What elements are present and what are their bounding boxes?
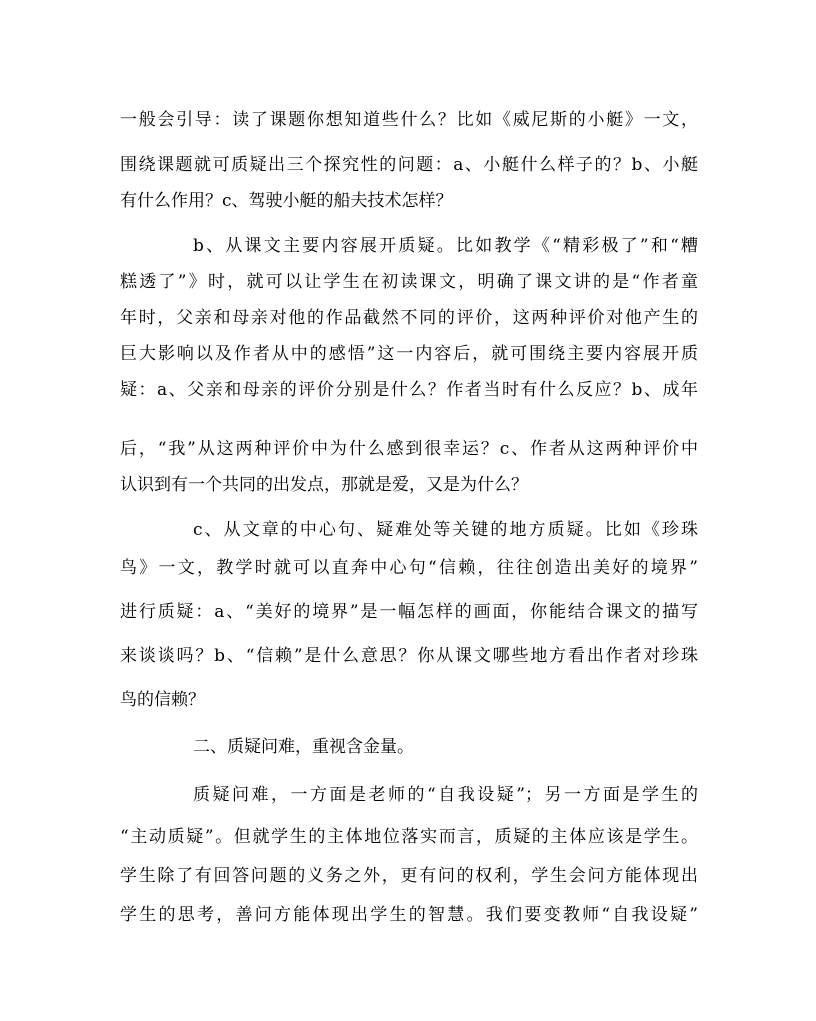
text-line: 学生除了有回答问题的义务之外，更有问的权利，学生会问方能体现出 (120, 866, 698, 886)
text-line: 疑：a、父亲和母亲的评价分别是什么？作者当时有什么反应？b、成年 (120, 380, 698, 400)
text-line: 巨大影响以及作者从中的感悟”这一内容后，就可围绕主要内容展开质 (120, 344, 698, 364)
text-line: 进行质疑：a、“美好的境界”是一幅怎样的画面，你能结合课文的描写 (120, 602, 698, 622)
text-line: 鸟》一文，教学时就可以直奔中心句“信赖，往往创造出美好的境界” (120, 558, 698, 578)
text-line: 糕透了”》时，就可以让学生在初读课文，明确了课文讲的是“作者童 (120, 272, 698, 292)
text-line: 认识到有一个共同的出发点，那就是爱，又是为什么？ (120, 475, 528, 495)
text-line: 围绕课题就可质疑出三个探究性的问题：a、小艇什么样子的？b、小艇 (120, 155, 698, 175)
section-heading: 二、质疑问难，重视含金量。 (193, 737, 414, 757)
text-line: 质疑问难，一方面是老师的“自我设疑”；另一方面是学生的 (193, 785, 698, 805)
text-line: 后，“我”从这两种评价中为什么感到很幸运？c、作者从这两种评价中 (120, 439, 698, 459)
paragraph-heading-b: b、从课文主要内容展开质疑。比如教学《“精彩极了”和“糟 (193, 236, 698, 256)
text-line: 学生的思考，善问方能体现出学生的智慧。我们要变教师“自我设疑” (120, 905, 698, 925)
text-line: 一般会引导：读了课题你想知道些什么？比如《威尼斯的小艇》一文， (120, 110, 698, 130)
text-line: 年时，父亲和母亲对他的作品截然不同的评价，这两种评价对他产生的 (120, 308, 698, 328)
text-line: 来谈谈吗？b、“信赖”是什么意思？你从课文哪些地方看出作者对珍珠 (120, 646, 698, 666)
text-line: “主动质疑”。但就学生的主体地位落实而言，质疑的主体应该是学生。 (120, 827, 698, 847)
text-line: 鸟的信赖？ (120, 690, 205, 710)
paragraph-heading-c: c、从文章的中心句、疑难处等关键的地方质疑。比如《珍珠 (193, 520, 698, 540)
text-line: 有什么作用？c、驾驶小艇的船夫技术怎样？ (120, 191, 453, 211)
